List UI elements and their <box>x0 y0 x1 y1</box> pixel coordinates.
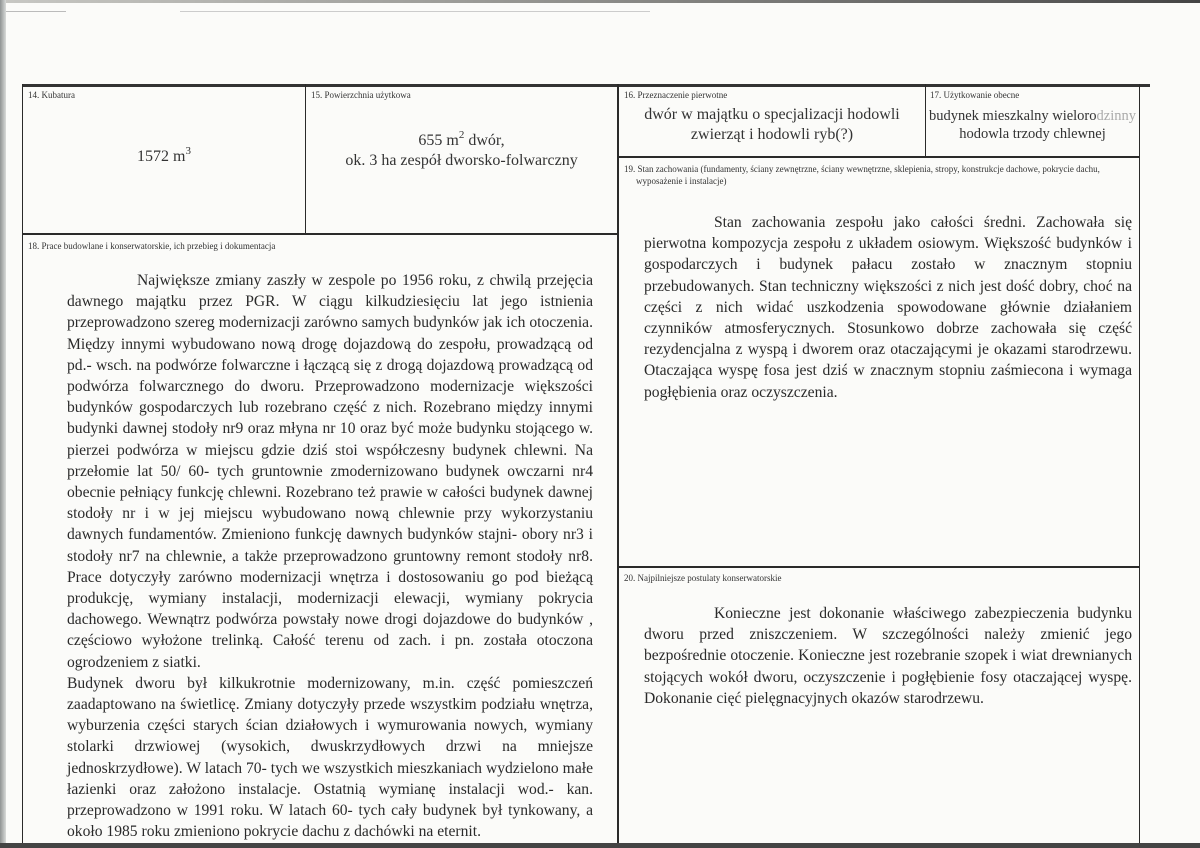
field-18-text <box>67 270 593 842</box>
field-16-line2: zwierząt i hodowli ryb(?) <box>690 126 854 143</box>
field-20-label: 20. Najpilniejsze postulaty konserwatorskie <box>624 573 782 583</box>
field-19-paragraph: Stan zachowania zespołu jako całości średni. Zachowała się pierwotna kompozycja zespołu z układem osiowym. Większość budynków i gospodarczych i budynek pałacu zostało w znacznym stopniu przebudowanych. Stan techniczny większości z nich jest dość dobry, choć na części z nich widać uszkodzenia spowodowane głównie działaniem czynników atmosferycznych. Stosunkowo dobrze zachowała się część rezydencjalna z wyspą i dworem oraz otaczającymi je okazami starodrzewu. Otaczająca wyspę fosa jest dziś w znacznym stopniu zaśmiecona i wymaga pogłębienia oraz oczyszczenia. <box>644 214 1132 401</box>
field-19-label: 19. Stan zachowania (fundamenty, ściany zewnętrzne, ściany wewnętrzne, sklepienia, stropy, konstrukcje dachowe, pokrycie dachu, wyposażenie i instalacje) <box>624 164 1100 186</box>
field-18-paragraph-2: Budynek dworu był kilkukrotnie modernizowany, m.in. część pomieszczeń zaadaptowano na świetlicę. Zmiany dotyczyły przede wszystkim podziału wnętrza, wyburzenia części starych ścian działowych i wymurowania nowych, wymiany stolarki drzwiowej (wysokich, dwuskrzydłowych drzwi na mniejsze jednoskrzydłowe). W latach 70- tych we wszystkich mieszkaniach wydzielono małe łazienki oraz założono instalacje. Ostatnią wymianę instalacji wod.- kan. przeprowadzono w 1991 roku. W latach 60- tych cały budynek był tynkowany, a około 1985 roku zmieniono pokrycie dachu z dachówki na eternit. <box>67 674 593 841</box>
field-16-przeznaczenie <box>619 87 925 156</box>
field-16-label: 16. Przeznaczenie pierwotne <box>624 90 728 100</box>
field-14-label: 14. Kubatura <box>28 90 75 100</box>
field-16-line1: dwór w majątku o specjalizacji hodowli <box>644 106 900 123</box>
field-15-powierzchnia <box>306 87 617 233</box>
field-17-line1 <box>926 107 1139 125</box>
field-14-value <box>23 147 305 167</box>
field-18-prace-budowlane <box>23 235 617 843</box>
field-17-value <box>926 107 1139 143</box>
field-16-value <box>619 105 925 145</box>
scan-artifact-line <box>6 11 66 12</box>
scan-left-edge <box>0 0 6 848</box>
kubatura-number: 1572 m <box>137 148 186 165</box>
field-20-text <box>644 603 1132 709</box>
scan-artifact-line <box>180 11 650 12</box>
field-19-text <box>644 212 1132 403</box>
field-15-line1 <box>306 131 617 151</box>
field-17-line1-text: budynek mieszkalny wieloro <box>929 108 1097 124</box>
field-18-label: 18. Prace budowlane i konserwatorskie, ich przebieg i dokumentacja <box>28 241 276 251</box>
field-15-value <box>306 131 617 171</box>
field-17-line2: hodowla trzody chlewnej <box>959 126 1106 142</box>
field-15-line2: ok. 3 ha zespół dworsko-folwarczny <box>345 152 578 169</box>
field-19-stan-zachowania <box>619 158 1139 566</box>
field-17-label: 17. Użytkowanie obecne <box>930 90 1020 100</box>
field-15-label: 15. Powierzchnia użytkowa <box>311 90 411 100</box>
right-border <box>1139 84 1140 843</box>
field-17-uzytkowanie <box>926 87 1139 156</box>
area-exponent: 2 <box>458 129 465 141</box>
area-number: 655 m <box>418 132 459 149</box>
field-20-paragraph: Konieczne jest dokonanie właściwego zabezpieczenia budynku dworu przed zniszczeniem. W szczególności należy zmienić jego bezpośrednie otoczenie. Konieczne jest rozebranie szopek i wiat drewnianych stojących wokół dworu, oczyszczenie i pogłębienie fosy otaczającej wyspę. Dokonanie cięć pielęgnacyjnych okazów starodrzewu. <box>644 605 1132 707</box>
field-18-paragraph-1: Największe zmiany zaszły w zespole po 1956 roku, z chwilą przejęcia dawnego majątku przez PGR. W ciągu kilkudziesięciu lat jego istnienia przeprowadzono szereg modernizacji zarówno samych budynków jak ich otoczenia. Między innymi wybudowano nową drogę dojazdową do zespołu, prowadzącą od pd.- wsch. na podwórze folwarczne i łączącą się z drogą dojazdową prowadzącą od podwórza folwarcznego do dworu. Przeprowadzono modernizacje większości budynków gospodarczych lub rozebrano część z nich. Rozebrano między innymi budynki dawnej stodoły nr9 oraz młyna nr 10 oraz być może budynku stojącego w. pierzei podwórza w miejscu gdzie dziś stoi współczesny budynek chlewni. Na przełomie lat 50/ 60- tych gruntownie zmodernizowano budynek owczarni nr4 obecnie pełniący funkcję chlewni. Rozebrano też prawie w całości budynek dawnej stodoły nr i w jej miejscu wybudowano nową chlewnie przy wykorzystaniu dawnych fundamentów. Zmieniono funkcję dawnych budynków stajni- obory nr3 i stodoły nr7 na chlewnie, a także przeprowadzono gruntowny remont stodoły nr8. Prace dotyczyły zarówno modernizacji wnętrza i dostosowaniu go pod bieżącą produkcję, wymiany instalacji, modernizacji elewacji, wymiany pokrycia dachowego. Wewnątrz podwórza powstały nowe drogi dojazdowe do budynków , częściowo wyłożone trelinką. Całość terenu od zach. i pn. została otoczona ogrodzeniem z siatki. <box>67 272 593 671</box>
area-unit-label: dwór, <box>464 132 505 149</box>
field-20-postulaty <box>619 568 1139 843</box>
scan-bottom-edge <box>0 843 1200 848</box>
field-14-kubatura <box>23 87 305 233</box>
kubatura-exponent: 3 <box>185 145 191 157</box>
field-17-line1-faded-text: dzinny <box>1096 108 1136 124</box>
form-grid <box>22 84 1150 843</box>
scan-top-edge <box>0 0 1200 3</box>
